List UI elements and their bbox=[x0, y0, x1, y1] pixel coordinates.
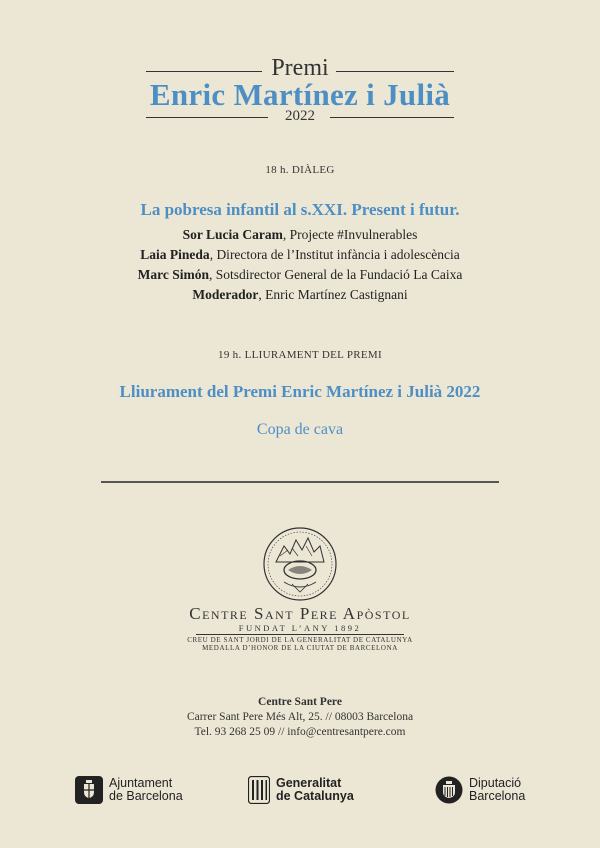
speaker-row bbox=[0, 285, 600, 305]
speaker-list bbox=[0, 225, 600, 305]
session1-title: La pobresa infantil al s.XXI. Present i futur. bbox=[140, 200, 460, 219]
speaker-row bbox=[0, 225, 600, 245]
session2-title: Lliurament del Premi Enric Martínez i Julià 2022 bbox=[119, 382, 481, 401]
ajuntament-text bbox=[109, 777, 183, 803]
generalitat-line2: de Catalunya bbox=[276, 789, 354, 803]
centre-rule bbox=[196, 634, 404, 635]
centre-award-1: CREU DE SANT JORDI DE LA GENERALITAT DE CATALUNYA bbox=[187, 636, 413, 644]
speaker-name: Marc Simón bbox=[137, 267, 209, 282]
session2-subtitle: Copa de cava bbox=[256, 421, 344, 438]
session1-time: 18 h. DIÀLEG bbox=[265, 164, 335, 176]
header-rule-left bbox=[146, 71, 262, 72]
ajuntament-line2: de Barcelona bbox=[109, 789, 183, 803]
logo-ajuntament bbox=[75, 776, 183, 804]
speaker-row bbox=[0, 265, 600, 285]
prize-year: 2022 bbox=[285, 108, 315, 124]
speaker-role: , Sotsdirector General de la Fundació La Caixa bbox=[208, 267, 463, 282]
header-rule-right bbox=[336, 71, 454, 72]
prize-name: Enric Martínez i Julià bbox=[149, 77, 451, 112]
logo-generalitat bbox=[248, 776, 354, 804]
premi-label: Premi bbox=[271, 55, 329, 81]
ajuntament-line1: Ajuntament bbox=[109, 776, 173, 790]
contact-name: Centre Sant Pere bbox=[258, 696, 342, 708]
generalitat-line1: Generalitat bbox=[276, 776, 342, 790]
speaker-role: , Enric Martínez Castignani bbox=[258, 287, 408, 302]
section-divider bbox=[101, 481, 499, 483]
diputacio-line2: Barcelona bbox=[469, 789, 526, 803]
diputacio-seal-icon bbox=[435, 776, 463, 804]
session2-time: 19 h. LLIURAMENT DEL PREMI bbox=[218, 349, 382, 361]
centre-name bbox=[0, 604, 600, 624]
speaker-name: Sor Lucia Caram bbox=[182, 227, 283, 242]
generalitat-stripes-icon bbox=[248, 776, 270, 804]
generalitat-text bbox=[276, 777, 354, 803]
diputacio-text bbox=[469, 777, 525, 803]
contact-block bbox=[0, 695, 600, 740]
diputacio-line1: Diputació bbox=[469, 776, 522, 790]
speaker-name: Laia Pineda bbox=[140, 247, 210, 262]
centre-name-text: Centre Sant Pere Apòstol bbox=[189, 604, 411, 623]
contact-address: Carrer Sant Pere Més Alt, 25. // 08003 Barcelona bbox=[186, 711, 414, 723]
speaker-role: , Projecte #Invulnerables bbox=[282, 227, 418, 242]
ajuntament-shield-icon bbox=[75, 776, 103, 804]
centre-award-2: MEDALLA D’HONOR DE LA CIUTAT DE BARCELONA bbox=[202, 644, 398, 652]
contact-phone-email: Tel. 93 268 25 09 // info@centresantpere.com bbox=[194, 726, 406, 738]
speaker-row bbox=[0, 245, 600, 265]
logo-diputacio bbox=[435, 776, 525, 804]
speaker-role: , Directora de l’Institut infància i adolescència bbox=[209, 247, 460, 262]
centre-seal-icon bbox=[262, 526, 338, 602]
speaker-name: Moderador bbox=[192, 287, 259, 302]
centre-founded: FUNDAT L’ANY 1892 bbox=[238, 623, 362, 633]
